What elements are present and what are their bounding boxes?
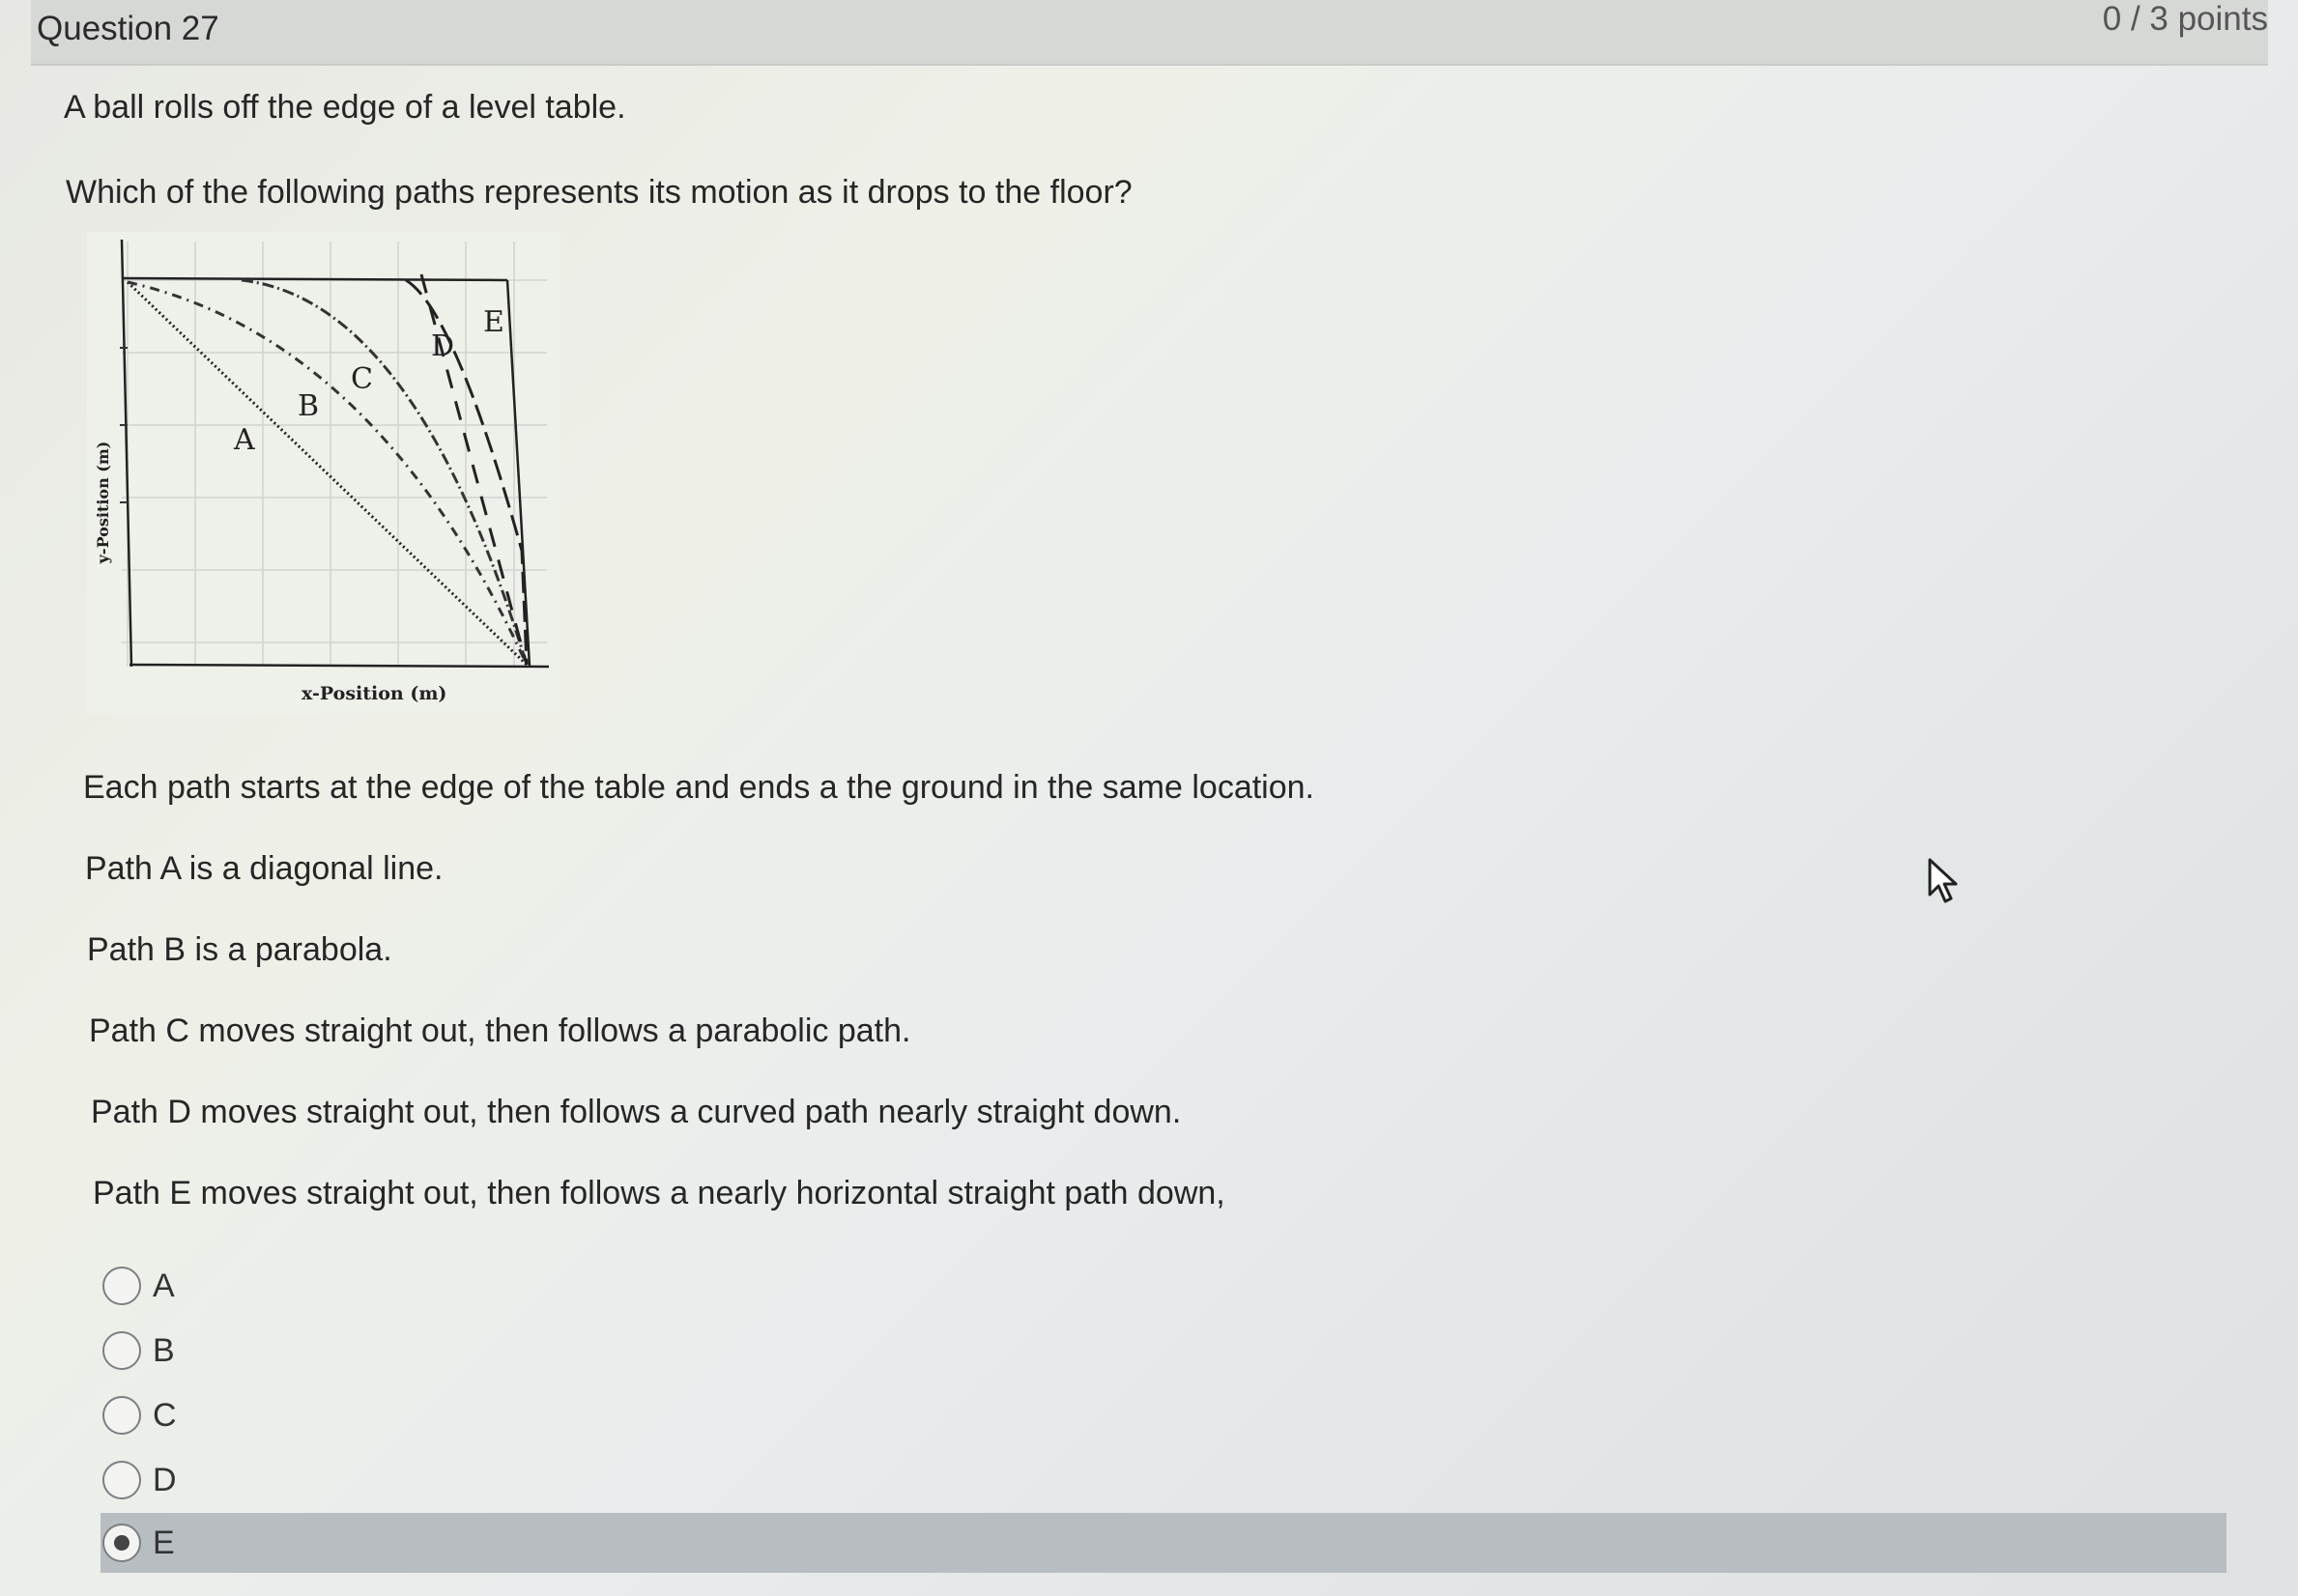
path-label-d: D (431, 329, 455, 363)
answer-option-a[interactable] (101, 1256, 2226, 1316)
option-label-d: D (153, 1461, 177, 1498)
radio-a[interactable] (102, 1267, 141, 1305)
path-label-a: A (234, 423, 255, 457)
x-axis-label: x-Position (m) (302, 683, 447, 704)
answer-option-e[interactable] (101, 1513, 2226, 1573)
detail-line-5: Path D moves straight out, then follows a curved path nearly straight down. (91, 1094, 1182, 1130)
radio-d[interactable] (102, 1461, 141, 1499)
question-prompt: Which of the following paths represents its motion as it drops to the floor? (66, 174, 1133, 211)
option-label-c: C (153, 1396, 177, 1434)
answer-option-b[interactable] (101, 1321, 2226, 1381)
detail-line-1: Each path starts at the edge of the table and ends a the ground in the same location. (83, 769, 1314, 806)
answer-option-c[interactable] (101, 1385, 2226, 1445)
radio-selected-dot (114, 1535, 129, 1551)
path-label-b: B (298, 389, 320, 423)
radio-e[interactable] (102, 1524, 141, 1562)
mouse-pointer-icon (1927, 858, 1960, 904)
answer-option-d[interactable] (101, 1450, 2226, 1510)
detail-line-6: Path E moves straight out, then follows a nearly horizontal straight path down, (93, 1175, 1225, 1211)
question-header (31, 0, 2268, 66)
question-title: Question 27 (37, 10, 219, 47)
path-label-e: E (483, 305, 504, 339)
trajectory-graph (87, 232, 560, 715)
trajectory-figure (87, 232, 560, 715)
radio-b[interactable] (102, 1331, 141, 1370)
detail-line-2: Path A is a diagonal line. (85, 850, 444, 887)
question-stem: A ball rolls off the edge of a level table. (64, 89, 626, 126)
option-label-b: B (153, 1331, 175, 1369)
path-label-c: C (351, 362, 373, 396)
detail-line-3: Path B is a parabola. (87, 931, 392, 968)
score-label: 0 / 3 points (2102, 0, 2268, 38)
detail-line-4: Path C moves straight out, then follows a parabolic path. (89, 1012, 911, 1049)
y-axis-label: y-Position (m) (94, 441, 112, 564)
radio-c[interactable] (102, 1396, 141, 1435)
option-label-a: A (153, 1267, 175, 1304)
option-label-e: E (153, 1524, 175, 1561)
